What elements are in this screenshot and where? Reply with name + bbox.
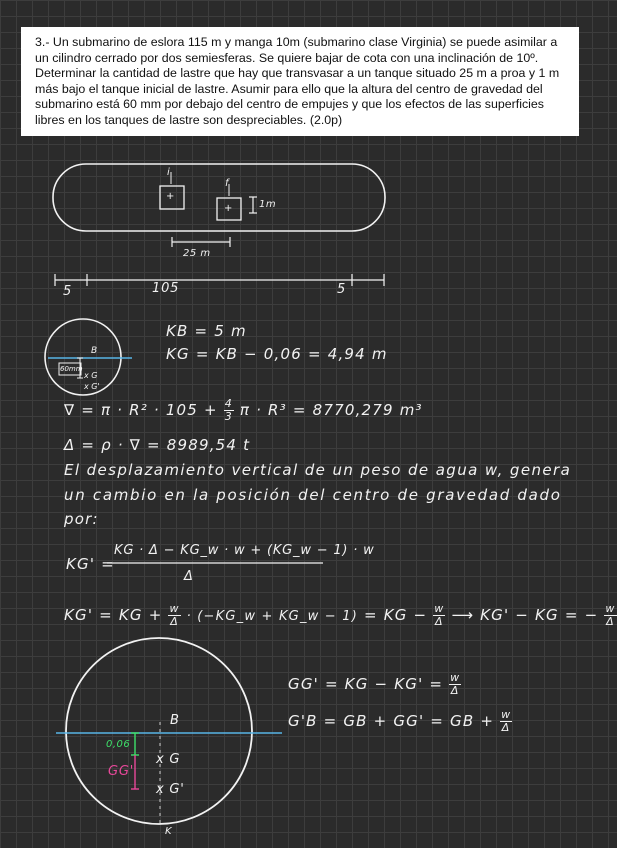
- eq-volume-end: π · R³ = 8770,279 m³: [239, 401, 423, 419]
- small-gap-label: 60mm: [60, 365, 83, 373]
- tank-initial-mark: +: [166, 191, 175, 202]
- eq-derivation-frac-2: $\frac{w}{\Delta}$: [434, 602, 445, 628]
- eq-gg-fraction: $\frac{w}{\Delta}$: [450, 671, 461, 697]
- eq-kg: KG = KB − 0,06 = 4,94 m: [166, 345, 388, 363]
- eq-derivation-b: · (−KG_w + KG_w − 1): [186, 609, 358, 624]
- eq-derivation-c: = KG −: [363, 606, 428, 624]
- large-gprime-label: x G': [156, 782, 185, 797]
- problem-text: 3.- Un submarino de eslora 115 m y manga 10m (submarino clase Virginia) se puede asimilar a un cilindro cerrado por dos semiesferas. Se quiere bajar de cota con una inclinación de 10º. Determinar la cantidad de lastre que hay que transvasar a un tanque situado 25 m a proa y 1 m más bajo el tanque inicial de lastre. Asumir para ello que la altura del centro de gravedad del submarino está 60 mm por debajo del centro de empujes y que los efectos de las superficies libres en los tanques de lastre son despreciables. (2.0p): [35, 35, 560, 127]
- eq-volume: [64, 398, 423, 423]
- eq-kgprime-numerator: KG · Δ − KG_w · w + (KG_w − 1) · w: [114, 543, 375, 558]
- tank-final-mark: +: [224, 203, 233, 214]
- text-line-1: El desplazamiento vertical de un peso de agua w, genera: [64, 461, 572, 479]
- eq-displacement: Δ = ρ · ∇ = 8989,54 t: [64, 436, 251, 454]
- large-b-label: B: [170, 713, 180, 728]
- text-line-2: un cambio en la posición del centro de gravedad dado: [64, 486, 562, 504]
- text-line-3: por:: [64, 510, 99, 528]
- eq-gb-fraction: $\frac{w}{\Delta}$: [501, 708, 512, 734]
- small-b-label: B: [91, 346, 98, 356]
- large-006-label: 0,06: [106, 739, 131, 750]
- eq-derivation-frac-3: $\frac{w}{\Delta}$: [605, 602, 616, 628]
- eq-derivation-d: KG' − KG = −: [480, 606, 599, 624]
- small-g-label: x G: [84, 371, 98, 380]
- eq-gb-lhs: G'B = GB + GG' = GB +: [288, 712, 495, 730]
- length-right-label: 5: [337, 282, 347, 297]
- eq-volume-fraction: $\frac{4}{3}$: [224, 397, 233, 423]
- drop-label: 1m: [259, 199, 277, 210]
- distance-label: 25 m: [183, 248, 211, 259]
- eq-gb: [288, 709, 512, 734]
- length-left-label: 5: [63, 284, 73, 299]
- eq-gg: [288, 672, 461, 697]
- large-g-label: x G: [156, 752, 181, 767]
- tank-final-label: f: [225, 178, 230, 189]
- large-k-label: K: [165, 826, 173, 837]
- eq-derivation-a: KG' = KG +: [64, 606, 163, 624]
- eq-kb: KB = 5 m: [166, 322, 247, 340]
- eq-volume-start: ∇ = π · R² · 105 +: [64, 401, 218, 419]
- eq-kgprime-lhs: KG' =: [66, 555, 115, 573]
- large-gg-label: GG': [108, 764, 135, 779]
- section-small: [45, 319, 121, 395]
- eq-derivation: [64, 603, 617, 628]
- eq-derivation-arrow: ⟶: [451, 606, 475, 624]
- eq-gg-lhs: GG' = KG − KG' =: [288, 675, 444, 693]
- tank-initial-label: i: [167, 167, 171, 178]
- eq-derivation-frac-1: $\frac{w}{\Delta}$: [169, 602, 180, 628]
- length-middle-label: 105: [152, 281, 180, 296]
- small-gprime-label: x G': [84, 382, 100, 391]
- eq-kgprime-denominator: Δ: [184, 569, 194, 584]
